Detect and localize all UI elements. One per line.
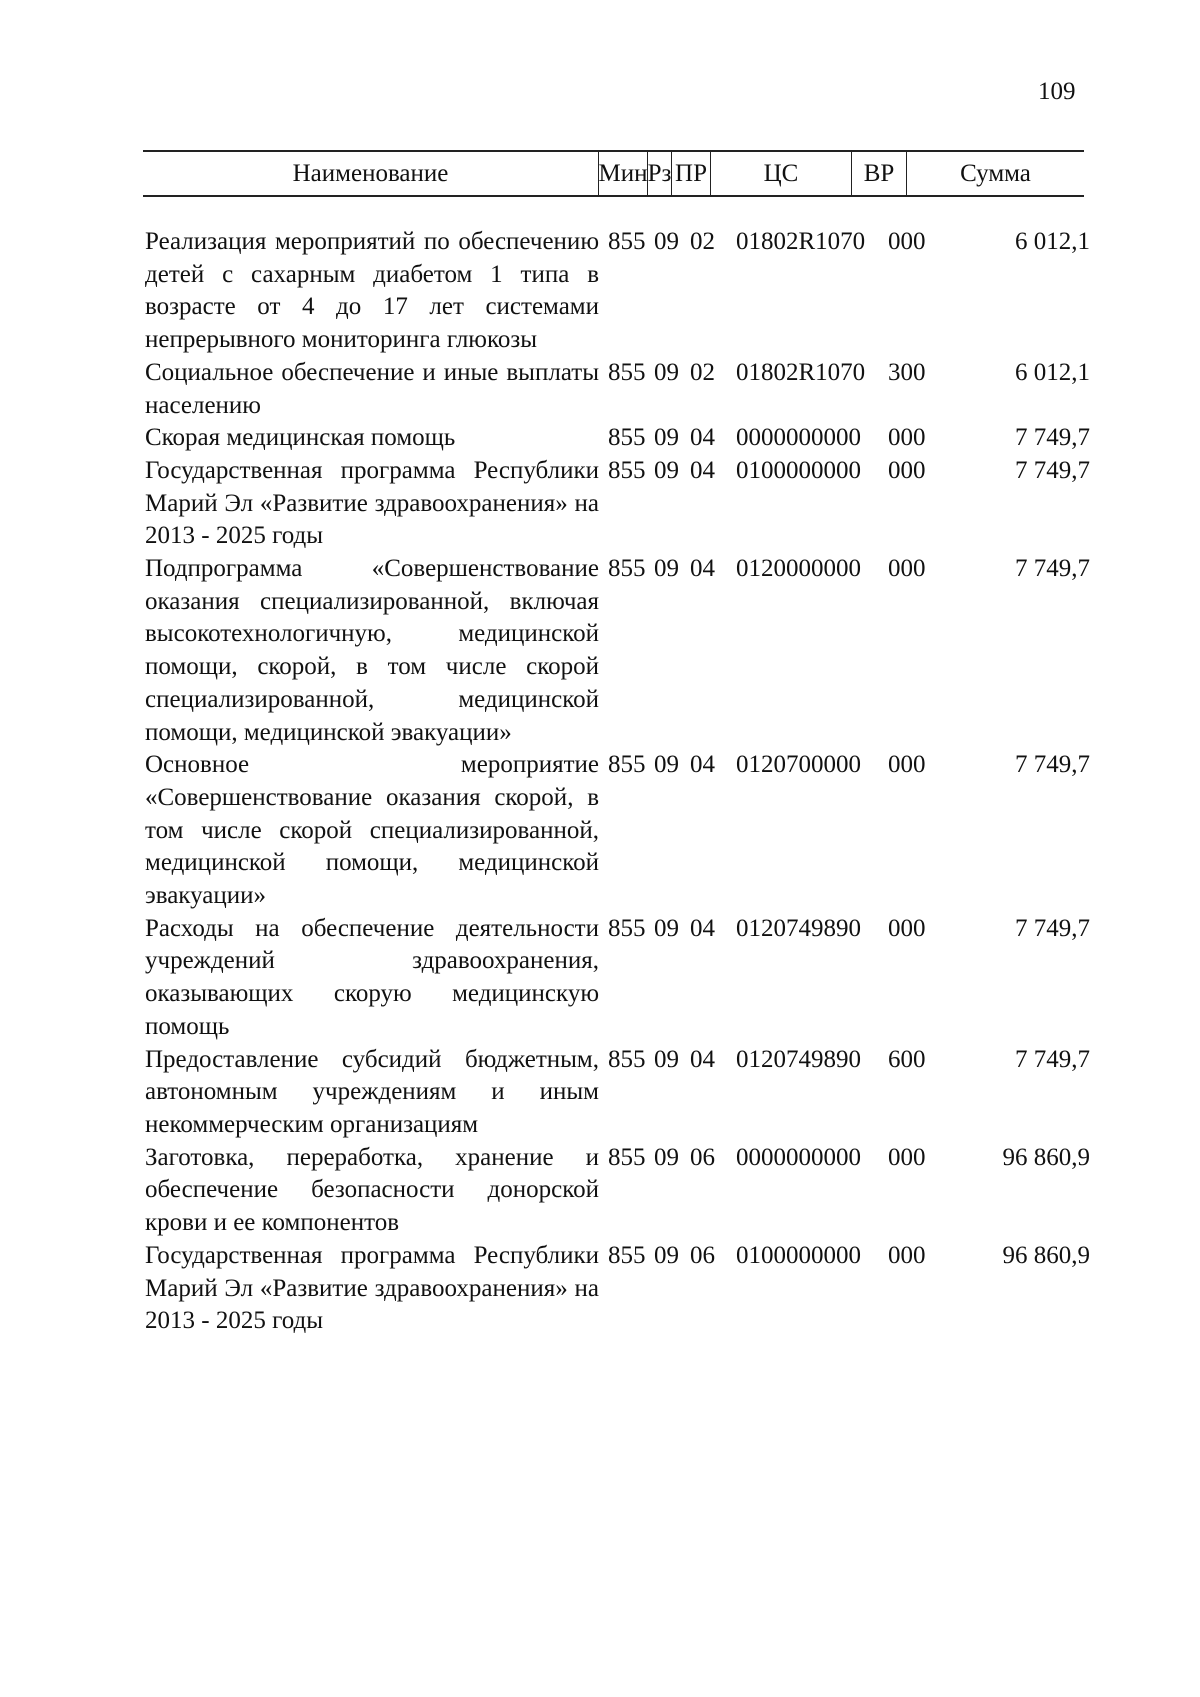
row-sum: 7 749,7 xyxy=(1015,555,1090,583)
row-vr: 300 xyxy=(888,358,926,386)
table-row xyxy=(145,455,1090,553)
header-min: Мин xyxy=(598,152,647,195)
table-row xyxy=(145,357,1090,422)
row-vr: 000 xyxy=(888,1241,926,1269)
row-cs: 0000000000 xyxy=(736,424,861,452)
row-pr: 04 xyxy=(690,456,715,484)
row-rz: 09 xyxy=(654,456,679,484)
row-rz: 09 xyxy=(654,555,679,583)
row-pr: 06 xyxy=(690,1241,715,1269)
row-rz: 09 xyxy=(654,1045,679,1073)
row-cs: 0120749890 xyxy=(736,1045,861,1073)
row-cs: 0100000000 xyxy=(736,1241,861,1269)
row-min: 855 xyxy=(608,751,646,779)
row-name: Скорая медицинская помощь xyxy=(145,424,456,452)
row-vr: 000 xyxy=(888,555,926,583)
row-name: Предоставление субсидий бюджетным, автономным учреждениям и иным некоммерческим организациям xyxy=(145,1045,599,1138)
row-pr: 04 xyxy=(690,424,715,452)
row-cs: 0100000000 xyxy=(736,456,861,484)
row-name: Подпрограмма «Совершенствование оказания специализированной, включая высокотехнологичную, медицинской помощи, скорой, в том числе скорой специализированной, медицинской помощи, медицинской эвакуации» xyxy=(145,555,599,746)
row-rz: 09 xyxy=(654,751,679,779)
row-name: Социальное обеспечение и иные выплаты населению xyxy=(145,358,599,419)
header-sum: Сумма xyxy=(960,159,1031,187)
table-row xyxy=(145,913,1090,1044)
row-cs: 0120700000 xyxy=(736,751,861,779)
table-row xyxy=(145,1044,1090,1142)
row-rz: 09 xyxy=(654,914,679,942)
row-name: Государственная программа Республики Марий Эл «Развитие здравоохранения» на 2013 - 2025 годы xyxy=(145,1241,599,1335)
header-vr: ВР xyxy=(851,152,907,195)
header-cs: ЦС xyxy=(763,159,799,187)
row-min: 855 xyxy=(608,1045,646,1073)
row-vr: 000 xyxy=(888,456,926,484)
row-vr: 000 xyxy=(888,914,926,942)
table-row xyxy=(145,553,1090,749)
row-cs: 0000000000 xyxy=(736,1143,861,1171)
row-min: 855 xyxy=(608,358,646,386)
row-vr: 000 xyxy=(888,228,926,255)
row-vr: 000 xyxy=(888,424,926,452)
row-rz: 09 xyxy=(654,228,679,255)
row-sum: 96 860,9 xyxy=(1002,1143,1090,1171)
table-row xyxy=(145,226,1090,357)
row-pr: 04 xyxy=(690,751,715,779)
row-sum: 7 749,7 xyxy=(1015,914,1090,942)
table-header xyxy=(143,150,1084,197)
row-sum: 7 749,7 xyxy=(1015,751,1090,779)
row-cs: 0120749890 xyxy=(736,914,861,942)
row-pr: 02 xyxy=(690,358,715,386)
row-min: 855 xyxy=(608,914,646,942)
row-sum: 6 012,1 xyxy=(1015,358,1090,386)
row-cs: 01802R1070 xyxy=(736,228,866,255)
row-pr: 06 xyxy=(690,1143,715,1171)
page-number: 109 xyxy=(1038,78,1076,105)
row-name: Заготовка, переработка, хранение и обеспечение безопасности донорской крови и ее компонентов xyxy=(145,1143,599,1237)
row-name: Государственная программа Республики Марий Эл «Развитие здравоохранения» на 2013 - 2025 годы xyxy=(145,456,599,550)
header-name: Наименование xyxy=(292,159,449,187)
row-name: Расходы на обеспечение деятельности учреждений здравоохранения, оказывающих скорую медицинскую помощь xyxy=(145,914,599,1040)
row-min: 855 xyxy=(608,555,646,583)
table-row xyxy=(145,1240,1090,1338)
row-vr: 600 xyxy=(888,1045,926,1073)
row-min: 855 xyxy=(608,424,646,452)
row-pr: 02 xyxy=(690,228,715,255)
row-min: 855 xyxy=(608,1241,646,1269)
row-min: 855 xyxy=(608,1143,646,1171)
header-rz: Рз xyxy=(647,152,671,195)
table-row xyxy=(145,749,1090,913)
row-rz: 09 xyxy=(654,1241,679,1269)
row-cs: 01802R1070 xyxy=(736,358,866,386)
row-sum: 7 749,7 xyxy=(1015,424,1090,452)
table-body xyxy=(145,226,1090,1338)
row-pr: 04 xyxy=(690,914,715,942)
table-row xyxy=(145,1142,1090,1240)
row-cs: 0120000000 xyxy=(736,555,861,583)
row-sum: 7 749,7 xyxy=(1015,1045,1090,1073)
row-name: Реализация мероприятий по обеспечению детей с сахарным диабетом 1 типа в возрасте от 4 до 17 лет системами непрерывного мониторинга глюкозы xyxy=(145,228,599,354)
row-pr: 04 xyxy=(690,555,715,583)
table-row xyxy=(145,422,1090,455)
row-min: 855 xyxy=(608,456,646,484)
row-pr: 04 xyxy=(690,1045,715,1073)
row-sum: 96 860,9 xyxy=(1002,1241,1090,1269)
row-rz: 09 xyxy=(654,1143,679,1171)
row-rz: 09 xyxy=(654,358,679,386)
header-pr: ПР xyxy=(671,152,711,195)
row-sum: 6 012,1 xyxy=(1015,228,1090,255)
row-rz: 09 xyxy=(654,424,679,452)
row-name: Основное мероприятие «Совершенствование оказания скорой, в том числе скорой специализированной, медицинской помощи, медицинской эвакуации» xyxy=(145,751,599,910)
row-vr: 000 xyxy=(888,1143,926,1171)
row-vr: 000 xyxy=(888,751,926,779)
row-min: 855 xyxy=(608,228,646,255)
row-sum: 7 749,7 xyxy=(1015,456,1090,484)
